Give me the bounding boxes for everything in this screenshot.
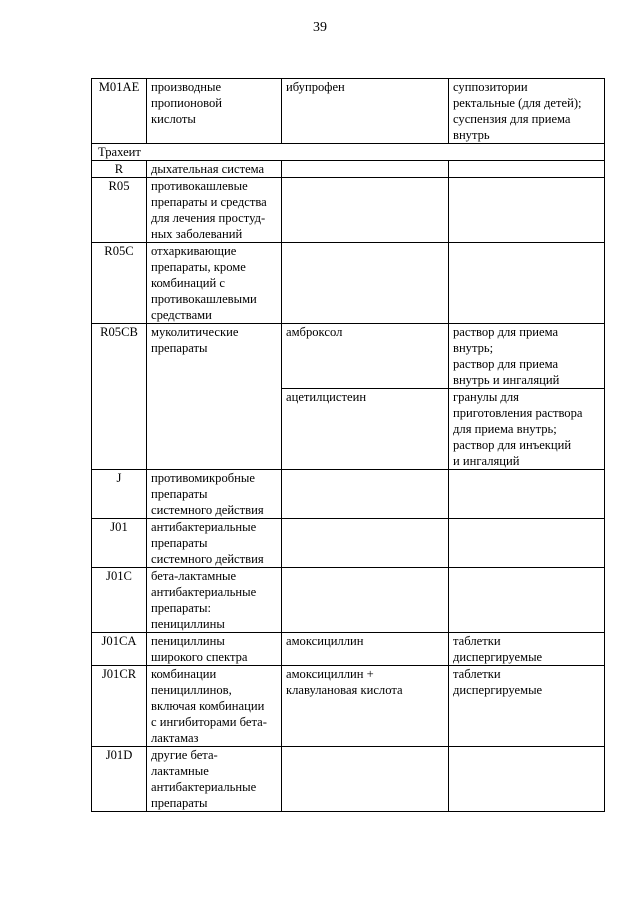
medication-table <box>91 78 605 812</box>
drug-name-cell <box>282 747 449 812</box>
description-line: производные <box>151 80 222 94</box>
drug-name-line: амброксол <box>286 325 343 339</box>
table-row <box>92 243 605 324</box>
dosage-form-cell <box>449 79 605 144</box>
atc-code-cell: J01 <box>92 519 147 568</box>
dosage-form-line: приготовления раствора <box>453 406 583 420</box>
group-description-cell <box>147 161 282 178</box>
drug-name-cell <box>282 519 449 568</box>
description-line: комбинаций с <box>151 276 225 290</box>
group-description-cell <box>147 633 282 666</box>
description-line: лактамаз <box>151 731 199 745</box>
table-row <box>92 178 605 243</box>
atc-code-cell: J01D <box>92 747 147 812</box>
drug-name-cell <box>282 666 449 747</box>
description-line: пенициллины <box>151 634 225 648</box>
page-number: 39 <box>313 20 327 35</box>
dosage-form-cell <box>449 747 605 812</box>
description-line: пенициллины <box>151 617 225 631</box>
group-description-cell <box>147 666 282 747</box>
dosage-form-line: таблетки <box>453 667 501 681</box>
description-line: противокашлевые <box>151 179 248 193</box>
description-line: средствами <box>151 308 212 322</box>
drug-name-line: ацетилцистеин <box>286 390 367 404</box>
description-line: бета-лактамные <box>151 569 237 583</box>
table-row <box>92 79 605 144</box>
dosage-form-cell <box>449 519 605 568</box>
table-row <box>92 633 605 666</box>
atc-code-cell: J01CR <box>92 666 147 747</box>
dosage-form-cell <box>449 633 605 666</box>
dosage-form-cell <box>449 666 605 747</box>
atc-code-cell: J01C <box>92 568 147 633</box>
description-line: препараты <box>151 341 208 355</box>
drug-name-cell <box>282 633 449 666</box>
description-line: включая комбинации <box>151 699 265 713</box>
description-line: комбинации <box>151 667 217 681</box>
description-line: противомикробные <box>151 471 255 485</box>
table-row <box>92 747 605 812</box>
description-line: антибактериальные <box>151 520 257 534</box>
group-description-cell <box>147 747 282 812</box>
dosage-form-line: для приема внутрь; <box>453 422 557 436</box>
dosage-form-cell <box>449 568 605 633</box>
drug-name-cell <box>282 568 449 633</box>
dosage-form-line: диспергируемые <box>453 683 543 697</box>
drug-name-cell <box>282 324 449 389</box>
dosage-form-cell <box>449 324 605 389</box>
description-line: отхаркивающие <box>151 244 237 258</box>
dosage-form-cell <box>449 389 605 470</box>
drug-name-cell <box>282 161 449 178</box>
table-body <box>92 79 605 812</box>
table-row <box>92 568 605 633</box>
description-line: системного действия <box>151 552 264 566</box>
dosage-form-line: суппозитории <box>453 80 528 94</box>
group-description-cell <box>147 178 282 243</box>
dosage-form-line: внутрь и ингаляций <box>453 373 560 387</box>
dosage-form-line: внутрь <box>453 128 490 142</box>
drug-name-line: амоксициллин + <box>286 667 374 681</box>
dosage-form-line: диспергируемые <box>453 650 543 664</box>
description-line: препараты <box>151 536 208 550</box>
drug-name-line: клавулановая кислота <box>286 683 403 697</box>
table-row <box>92 324 605 389</box>
atc-code-cell: J01CA <box>92 633 147 666</box>
drug-name-line: ибупрофен <box>286 80 345 94</box>
description-line: препараты: <box>151 601 211 615</box>
atc-code-cell: R05C <box>92 243 147 324</box>
description-line: широкого спектра <box>151 650 248 664</box>
group-description-cell <box>147 243 282 324</box>
description-line: препараты <box>151 487 208 501</box>
dosage-form-line: ректальные (для детей); <box>453 96 582 110</box>
description-line: муколитические <box>151 325 239 339</box>
description-line: с ингибиторами бета- <box>151 715 267 729</box>
drug-name-line: амоксициллин <box>286 634 364 648</box>
table-row <box>92 161 605 178</box>
dosage-form-cell <box>449 161 605 178</box>
atc-code-cell: M01AE <box>92 79 147 144</box>
dosage-form-line: раствор для приема <box>453 325 559 339</box>
description-line: противокашлевыми <box>151 292 257 306</box>
dosage-form-line: таблетки <box>453 634 501 648</box>
dosage-form-cell <box>449 178 605 243</box>
description-line: пенициллинов, <box>151 683 232 697</box>
section-row <box>92 144 605 161</box>
group-description-cell <box>147 470 282 519</box>
atc-code-cell: R05CB <box>92 324 147 470</box>
dosage-form-line: гранулы для <box>453 390 519 404</box>
description-line: препараты <box>151 796 208 810</box>
dosage-form-line: раствор для приема <box>453 357 559 371</box>
description-line: антибактериальные <box>151 585 257 599</box>
dosage-form-line: суспензия для приема <box>453 112 571 126</box>
description-line: пропионовой <box>151 96 223 110</box>
description-line: системного действия <box>151 503 264 517</box>
drug-name-cell <box>282 389 449 470</box>
description-line: другие бета- <box>151 748 218 762</box>
description-line: дыхательная система <box>151 162 265 176</box>
dosage-form-line: раствор для инъекций <box>453 438 572 452</box>
description-line: лактамные <box>151 764 209 778</box>
table-row <box>92 519 605 568</box>
description-line: кислоты <box>151 112 196 126</box>
drug-name-cell <box>282 243 449 324</box>
drug-name-cell <box>282 470 449 519</box>
drug-name-cell <box>282 178 449 243</box>
section-title: Трахеит <box>92 144 605 161</box>
dosage-form-cell <box>449 243 605 324</box>
table-row <box>92 470 605 519</box>
description-line: препараты и средства <box>151 195 267 209</box>
atc-code-cell: R05 <box>92 178 147 243</box>
description-line: для лечения простуд- <box>151 211 266 225</box>
table-row <box>92 666 605 747</box>
dosage-form-line: внутрь; <box>453 341 494 355</box>
atc-code-cell: R <box>92 161 147 178</box>
dosage-form-cell <box>449 470 605 519</box>
description-line: препараты, кроме <box>151 260 246 274</box>
drug-name-cell <box>282 79 449 144</box>
atc-code-cell: J <box>92 470 147 519</box>
description-line: ных заболеваний <box>151 227 243 241</box>
group-description-cell <box>147 79 282 144</box>
description-line: антибактериальные <box>151 780 257 794</box>
group-description-cell <box>147 519 282 568</box>
group-description-cell <box>147 568 282 633</box>
dosage-form-line: и ингаляций <box>453 454 520 468</box>
group-description-cell <box>147 324 282 470</box>
